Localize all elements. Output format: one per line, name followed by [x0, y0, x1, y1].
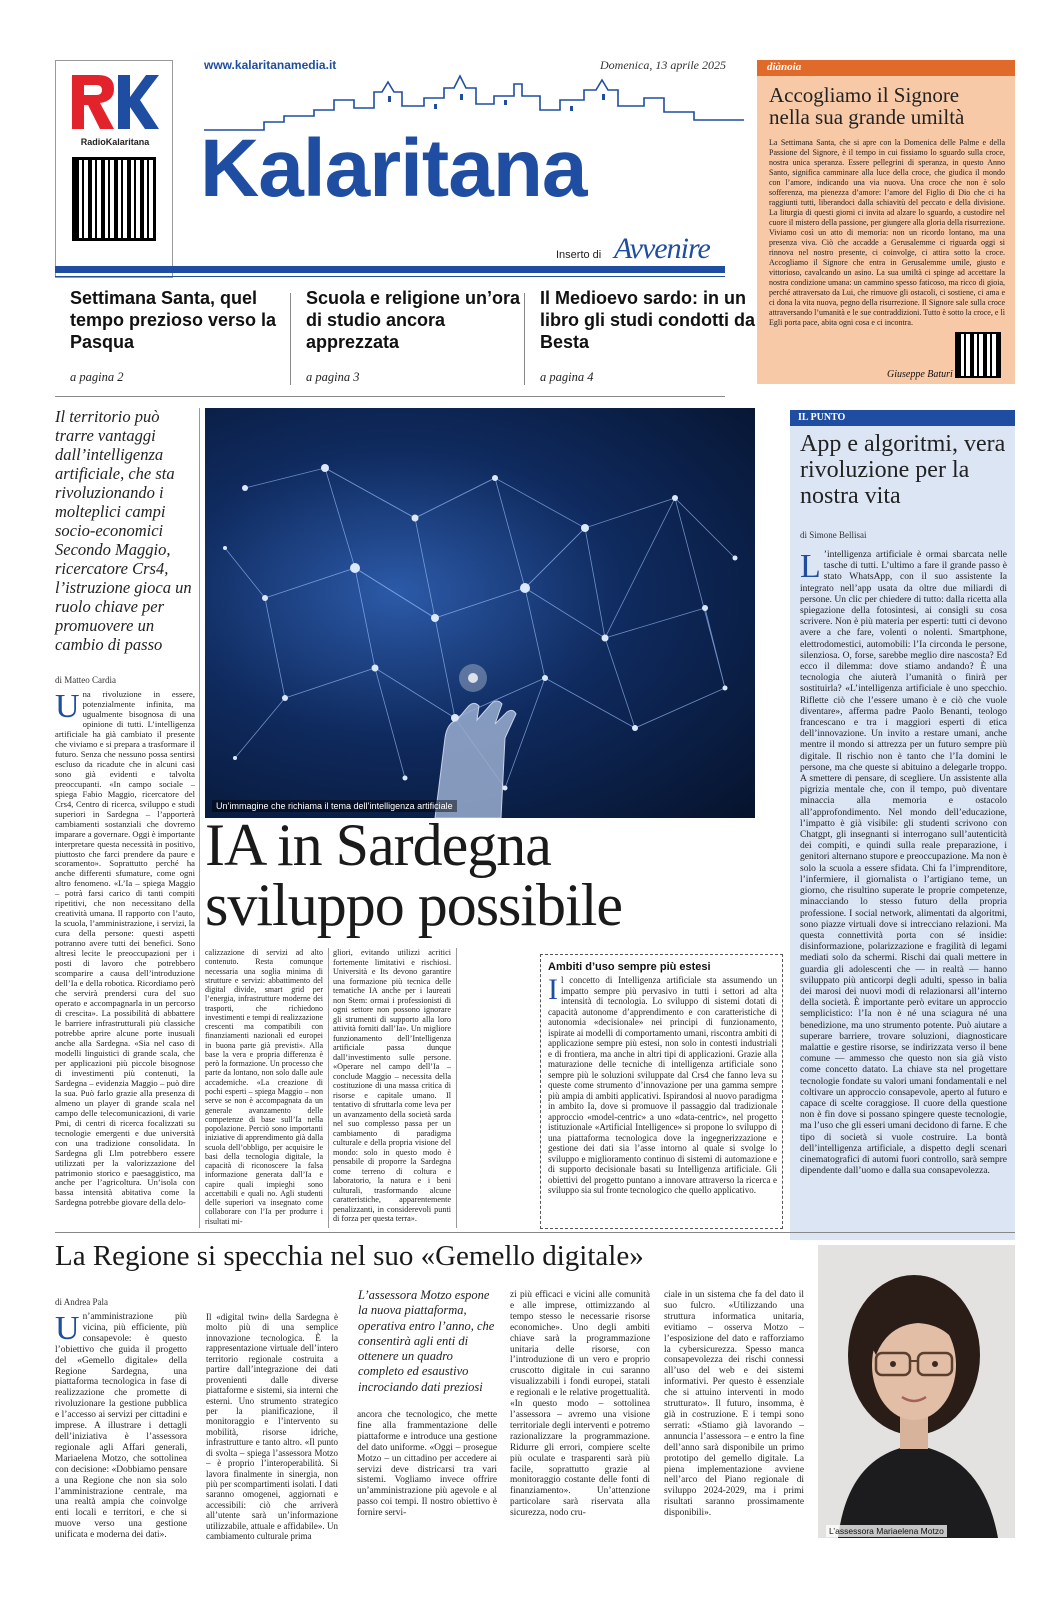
main-article-column-3: gliori, evitando utilizzi acritici fortemente limitativi e rischiosi. Università e Its devono garantire una formazione più tecnica delle tematiche IA anche per i laureati non Stem: ormai i professionisti di ogni settore non possono ignorare gli strumenti di supporto alla loro attività forniti dall’Ia». Un migliore funzionamento dell’Intelligenza artificiale passa dunque dall’investimento sulle persone. «Operare nel campo dell’Ia – conclude Maggio – necessita della costituzione di una massa critica di risorse e capitale umano. Il tentativo di sfruttarla come leva per un avanzamento della società sarda nel suo complesso passa per un cambiamento di paradigma culturale e della propria visione del mondo: solo in questo modo è pensabile di proporre la Sardegna come terreno di coltura e laboratorio, la natura e i beni culturali, trasformando alcune caratteristiche, apparentemente penalizzanti, in considerevoli punti di forza per questa terra». — [333, 948, 451, 1224]
dropcap: U — [55, 1312, 80, 1347]
column-divider — [199, 408, 200, 1228]
dianoia-editorial — [757, 60, 1015, 384]
regione-headline: La Regione si specchia nel suo «Gemello digitale» — [55, 1240, 644, 1272]
main-article-intro: Il territorio può trarre vantaggi dall’intelligenza artificiale, che sta rivoluzionando i molteplici campi socio-economici Secondo Maggio, ricercatore Crs4, l’istruzione gioca un ruolo chiave per promuovere un cambio di passo — [55, 407, 192, 654]
teaser-scuola-religione[interactable] — [306, 288, 524, 384]
avvenire-logo: Avvenire — [614, 232, 710, 265]
teaser-medioevo-sardo[interactable] — [540, 288, 758, 384]
issue-date: Domenica, 13 aprile 2025 — [600, 58, 726, 72]
teaser-page-ref: a pagina 2 — [70, 370, 124, 384]
box-text: l concetto di Intelligenza artificiale sta assumendo un impatto sempre più pervasivo in tutti i settori ad alta intensità di tecnologia. Lo sviluppo di sistemi dotati di capacità autonome d’apprendimento e con caratteristiche di autonomia «decisionale» nei principi di funzionamento, ispirate ai modelli di comportamento umani, riscontra ambiti di applicazione sempre più estesi, non solo in contesti industriali e di frontiera, ma anche in altri tipi di applicazioni. Grazie alla maturazione delle tecniche di intelligenza artificiale sono sempre più le soluzioni sviluppate dal Crs4 che fanno leva su queste come strumento d’innovazione per una gamma sempre più ampia di ambiti applicativi. Ispirandosi al nuovo paradigma in ambito Ia, dove si promuove il passaggio dal tradizionale approccio «model-centric» a uno «data-centric», nel progetto istituzionale «Artificial Intelligence» si propone lo sviluppo di una piattaforma tecnologica dove la ingegnerizzazione e gestione dei dati sia l’asse intorno al quale si svolge lo sviluppo e miglioramento continuo di sistemi di automazione e di supporto decisionale basati su Intelligenza artificiale. Gli obiettivi del progetto puntano a innovare attraverso la ricerca e sviluppo sia sul fronte tecnologico che quello applicativo. — [548, 975, 777, 1196]
box-body — [548, 975, 777, 1196]
rk-logo-icon — [68, 71, 160, 133]
box-title: Ambiti d’uso sempre più estesi — [548, 961, 711, 973]
main-article-byline: di Matteo Cardia — [55, 675, 116, 685]
dianoia-body: La Settimana Santa, che si apre con la Domenica delle Palme e della Passione del Signore, è il tempo in cui fissiamo lo sguardo sulla croce, nostra unica speranza. Essere pellegrini di speranza, in questo Anno Santo, significa camminare alla luce della croce, che giudica il mondo con l’amore, indicando una via nuova. Una croce che non è solo sofferenza, ma pienezza d’amore: l’amore del Figlio di Dio che ci ha raggiunti tutti, liberandoci dalla schiavitù del peccato e della divisione. La liturgia di questi giorni ci invita ad alzare lo sguardo, a custodire nel cuore il mistero della passione, per giungere alla gloria della risurrezione. Viviamo così un atto di memoria: non un ricordo lontano, ma una presenza viva. Ciò che accadde a Gerusalemme ci riguarda oggi si rinnova nel nostro presente, ci coinvolge, ci attira sotto la croce. Accogliamo il Signore che entra in Gerusalemme umile, giusto e vittorioso, cavalcando un asino. La sua umiltà ci spinge ad accettare la nostra condizione umana: un cammino spesso faticoso, ma ricco di gioia, perché attraversato da Lui, che rimuove gli ostacoli, ci sostiene, ci ama e ci dona la vita nuova, pegno della risurrezione. Il Signore sale sulla croce attraversando l’umanità e le sue contraddizioni. Tutto è sotto la croce, e lì Egli porta pace, abita ogni cosa e ci incontra. — [769, 138, 1005, 327]
headline-line-1: IA in Sardegna — [205, 812, 551, 878]
masthead-rule — [55, 266, 725, 273]
dianoia-tag: diànoia — [757, 60, 1015, 76]
regione-pull-quote: L’assessora Motzo espone la nuova piattaforma, operativa entro l’anno, che consentirà agli enti di ottenere un quadro completo ed esaustivo incrociando dati preziosi — [358, 1288, 495, 1394]
regione-column-2: Il «digital twin» della Sardegna è molto più di una semplice innovazione tecnologica. È la rappresentazione virtuale dell’intero territorio regionale costruita a partire dall’integrazione dei dati provenienti dalle diverse piattaforme e sistemi, sia interni che esterni. Uno strumento strategico per la pianificazione, il monitoraggio e l’intervento su mobilità, risorse idriche, infrastrutture e tanto altro. «Il punto di svolta – spiega l’assessora Motzo – è proprio l’interoperabilità. Si lavora finalmente in sinergia, non più per scompartimenti isolati. I dati saranno omogenei, aggiornati e accessibili: ciò che arriverà all’utente sarà un’informazione utilizzabile, attuale e affidabile». Un cambiamento culturale prima — [206, 1312, 338, 1542]
punto-tag: IL PUNTO — [790, 410, 1015, 426]
column-divider — [456, 948, 457, 1228]
dropcap: L — [800, 550, 821, 585]
dropcap: I — [548, 975, 558, 1006]
teaser-page-ref: a pagina 4 — [540, 370, 594, 384]
radio-logo-box — [55, 60, 173, 278]
masthead-title: Kalaritana — [200, 123, 587, 214]
ai-network-image — [205, 408, 755, 818]
dianoia-signature: Giuseppe Baturi — [887, 369, 953, 380]
punto-text: ’intelligenza artificiale è ormai sbarcata nelle tasche di tutti. L’ultimo a fare il grande passo è stato WhatsApp, con il suo assistente Ia integrato nell’app usata da oltre due miliardi di persone. Un clic per chiedere di tutto: dalla ricetta alla spiegazione della fotosintesi, ai consigli su cosa scrivere. Non è più materia per esperti: tutti ci devono avere a che fare, volenti o nolenti. Smartphone, elettrodomestici, automobili: l’Ia circonda le persone, silenziosa. O, forse, sarebbe meglio dire nascosta? Ed ecco il dilemma: dove stiamo andando? È una tecnologia che aiuterà l’umanità o finirà per sostituirla? «L’intelligenza artificiale è uno specchio. Riflette ciò che l’essere umano è e ciò che vuole diventare», afferma padre Paolo Benanti, teologo francescano e tra i maggiori esperti di etica dell’innovazione. Un invito a restare umani, anche mentre il mondo si attrezza per un futuro sempre più digitale. Il rischio non è tanto che l’Ia domini le persone, ma che queste si abituino a delegarle troppo. A smettere di pensare, di scegliere. Un assistente alla pigrizia mentale che, con il tempo, può diventare minaccia alla memoria e ostacolo all’approfondimento. Nel mondo dell’educazione, l’impatto è già visibile: gli studenti scrivono con Chatgpt, gli insegnanti si interrogano sull’autenticità dei compiti, e quindi sulla reale preparazione, i genitori alternano stupore e preoccupazione. Ma non è solo la scuola a essere sfidata. Chi fa l’imprenditore, l’infermiere, il giornalista o l’artigiano teme, un giorno, che risultino superate le proprie competenze, minacciando lo stesso futuro della propria professione. I social network, alimentati da algoritmi, sono piazze virtuali dove si intrecciano relazioni. Ma questa connettività porta con sé insidie: disinformazione, polarizzazione e fragilità di legami mediati solo da schermi. Rischi dai quali mettere in guardia gli adolescenti che — in realtà — hanno sviluppato più anticorpi degli adulti, spesso in balia dei marosi dei nuovi modi di relazionarsi all’interno della società. È importante però evitare un approccio semplicistico: l’Ia non è né una sciagura né una benedizione, ma uno strumento potente. Può aiutare a superare barriere, trovare soluzioni, diagnosticare malattie e gestire risorse, se indirizzata verso il bene comune — ammesso che questo non sia già visto come concetto datato. La chiave sta nel progettare tecnologie fondate su valori umani fondamentali e nel coltivare un approccio consapevole, aperto al futuro e capace di scelte coraggiose. Il cuore della questione non è fin dove si possano spingere queste tecnologie, ma l’uso che gli esseri umani decidono di farne. E che tipo di società si vuole costruire. La bontà dell’intelligenza artificiale, a dispetto degli scenari cinematografici di automi fuori controllo, sarà sempre dipendente dall’uomo e dalla sua consapevolezza. — [800, 550, 1007, 1177]
il-punto-column — [790, 410, 1015, 1240]
teaser-title: Il Medioevo sardo: in un libro gli studi condotti da Besta — [540, 288, 755, 352]
section-rule — [55, 1232, 1015, 1233]
motzo-portrait-photo — [818, 1245, 1015, 1538]
teaser-settimana-santa[interactable] — [70, 288, 288, 384]
punto-byline: di Simone Bellisai — [800, 530, 867, 540]
dianoia-title: Accogliamo il Signore nella sua grande umiltà — [769, 83, 965, 130]
column-divider — [328, 948, 329, 1228]
headline-line-2: sviluppo possibile — [205, 872, 623, 938]
dropcap: U — [55, 690, 80, 725]
neural-network-illustration — [205, 408, 755, 818]
regione-column-1 — [55, 1312, 187, 1541]
website-link[interactable]: www.kalaritanamedia.it — [204, 58, 337, 72]
main-article-column-2: calizzazione di servizi ad alto contenuto. Resta comunque necessaria una soglia minima di strutture e servizi: abbattimento del digital divide, smart grid per l’energia, infrastrutture moderne dei trasporti, che richiedono investimenti e tempi di realizzazione crescenti ma compatibili con finanziamenti nazionali ed europei in buona parte già previsti». Alla base la vera e propria differenza è però la formazione. Un processo che parte da lontano, non solo dalle aule accademiche. «La creazione di pochi esperti – spiega Maggio – non serve se non è accompagnata da un generale avanzamento delle competenze di base sull’Ia nella popolazione. Perciò sono importanti iniziative di apprendimento già dalla scuola dell’obbligo, per acquisire le basi della tecnologia digitale, la capacità di riconoscere la falsa informazione generata dall’Ia e capire quali impieghi sono accettabili e quali no. Agli studenti delle superiori va insegnato come collaborare con l’Ia per produrre i risultati mi- — [205, 948, 323, 1226]
regione-column-4: zi più efficaci e vicini alle comunità e alle imprese, ottimizzando al tempo stesso le necessarie risorse economiche». Uno degli ambiti chiave sarà la programmazione unitaria delle risorse, con l’introduzione di un vero e proprio cruscotto digitale in cui saranno visualizzabili i fondi europei, statali e regionali e le relative progettualità. «In questo modo – sottolinea l’assessora – avremo una visione territoriale degli interventi e potremo razionalizzare la programmazione. Ridurre gli errori, compiere scelte più oculate e trasparenti sarà più facile, soprattutto grazie al monitoraggio costante delle fonti di finanziamento». Un’attenzione particolare sarà riservata alla sicurezza, nodo cru- — [510, 1290, 650, 1519]
sidebar-box-ambiti — [540, 954, 783, 1229]
dianoia-qr-code-icon[interactable] — [955, 332, 1001, 378]
radio-name: RadioKalaritana — [80, 137, 150, 147]
teaser-divider — [524, 293, 525, 385]
main-article-column-1 — [55, 690, 195, 1208]
teaser-row-rule — [55, 396, 725, 397]
main-headline — [205, 812, 765, 938]
teaser-title: Scuola e religione un’ora di studio ancora apprezzata — [306, 288, 521, 352]
punto-title: App e algoritmi, vera rivoluzione per la nostra vita — [800, 431, 1006, 509]
regione-byline: di Andrea Pala — [55, 1297, 108, 1307]
punto-body — [800, 550, 1007, 1177]
qr-code-icon[interactable] — [72, 157, 156, 241]
robot-hand-icon — [435, 664, 516, 818]
regione-column-5: ciale in un sistema che fa del dato il suo fulcro. «Utilizzando una struttura informatica unitaria, evitiamo – osserva Motzo – l’esposizione del dato e rafforziamo la cybersicurezza. Spesso manca consapevolezza dei rischi connessi all’uso del web e dei sistemi informativi. Per questo è essenziale che si attuino interventi in modo strutturato». Il futuro, insomma, è già in costruzione. E i tempi sono serrati: «Stiamo già lavorando – annuncia l’assessora – e entro la fine dell’anno sarà disponibile un primo prototipo del gemello digitale. La piena implementazione avviene nell’arco del Piano regionale di sviluppo 2024-2029, ma i primi risultati saranno prossimamente disponibili». — [664, 1290, 804, 1519]
regione-column-3: ancora che tecnologico, che mette fine alla frammentazione delle piattaforme e introduce una gestione del dato uniforme. «Oggi – prosegue Motzo – un cittadino per accedere ai servizi deve districarsi tra vari sistemi. Vogliamo invece offrire un’amministrazione più agevole e al passo coi tempi. Il nostro obiettivo è fornire servi- — [357, 1410, 497, 1519]
inserto-label: Inserto di — [556, 249, 602, 261]
teaser-divider — [290, 293, 291, 385]
column-text: n’amministrazione più vicina, più efficiente, più consapevole: è questo l’obiettivo che guida il progetto del «Gemello digitale» della Regione Sardegna, una piattaforma tecnologica in fase di realizzazione che promette di rivoluzionare la gestione pubblica e l’accesso ai servizi per cittadini e imprese. A illustrare i dettagli dell’iniziativa è l’assessora regionale agli Affari generali, Mariaelena Motzo, che sottolinea con decisione: «Dobbiamo pensare a una Regione che non sia solo l’amministrazione centrale, ma una realtà ampia che coinvolge enti locali e territori, e che si muove verso una gestione unificata e moderna dei dati». — [55, 1312, 187, 1541]
column-text: na rivoluzione in essere, potenzialmente infinita, ma ugualmente bisognosa di una opinione di tutti. L’intelligenza artificiale ha già cambiato il presente che viviamo e si prepara a trasformare il futuro. Senza che nessuno possa sentirsi escluso da ricadute che in alcuni casi sono già evidenti e talvolta preoccupanti. «In campo sociale – spiega Fabio Maggio, ricercatore del Crs4, Centro di ricerca, sviluppo e studi superiori in Sardegna – l’apporterà cambiamenti sostanziali che dovremo imparare a governare. Oggi è importante interpretare questa necessità in positivo, piuttosto che farci prendere da paure e scoramento». Soprattutto perché ha anche differenti sfumature, come ogni altro fenomeno. «L’Ia – spiega Maggio – potrà farsi carico di tanti compiti ripetitivi, che non necessitano della creatività umana. Il rapporto con l’auto, la scuola, l’amministrazione, i servizi, la cura della persone: questi aspetti potranno avere tutti dei benefici. Sono altresì lecite le preoccupazioni per i posti di lavoro che potrebbero scomparire a causa dell’introduzione dell’Ia e della robotica. Ricordiamo però che servirà prendersi cura del suo operato e accompagnarla in un percorso di crescita». La possibilità di abbattere le barriere infrastrutturali più classiche potrebbe aprire alcune porte inusuali anche alla Sardegna. «Sia nel caso di modelli linguistici di grande scala, che per applicazioni più piccole bisognose di investimenti più contenuti, la Sardegna – evidenzia Maggio – può dire la sua. Può farlo grazie alla presenza di almeno un player di grande scala nel campo delle telecomunicazioni, di varie Pmi, di centri di ricerca focalizzati su tecnologie emergenti e due università con una tradizione consolidata. In Sardegna gli Llm potrebbero essere utilizzati per la valorizzazione del patrimonio storico e paesaggistico, ma anche per l’agricoltura. Un’isola con bassa intensità abitativa come la Sardegna potrebbe giovare della delo- — [55, 690, 195, 1208]
teaser-title: Settimana Santa, quel tempo prezioso verso la Pasqua — [70, 288, 277, 352]
masthead-rule-thin — [55, 276, 725, 277]
portrait-illustration — [818, 1245, 1015, 1538]
image-caption: Un’immagine che richiama il tema dell’intelligenza artificiale — [212, 800, 457, 812]
photo-caption: L’assessora Mariaelena Motzo — [826, 1525, 947, 1537]
teaser-page-ref: a pagina 3 — [306, 370, 360, 384]
